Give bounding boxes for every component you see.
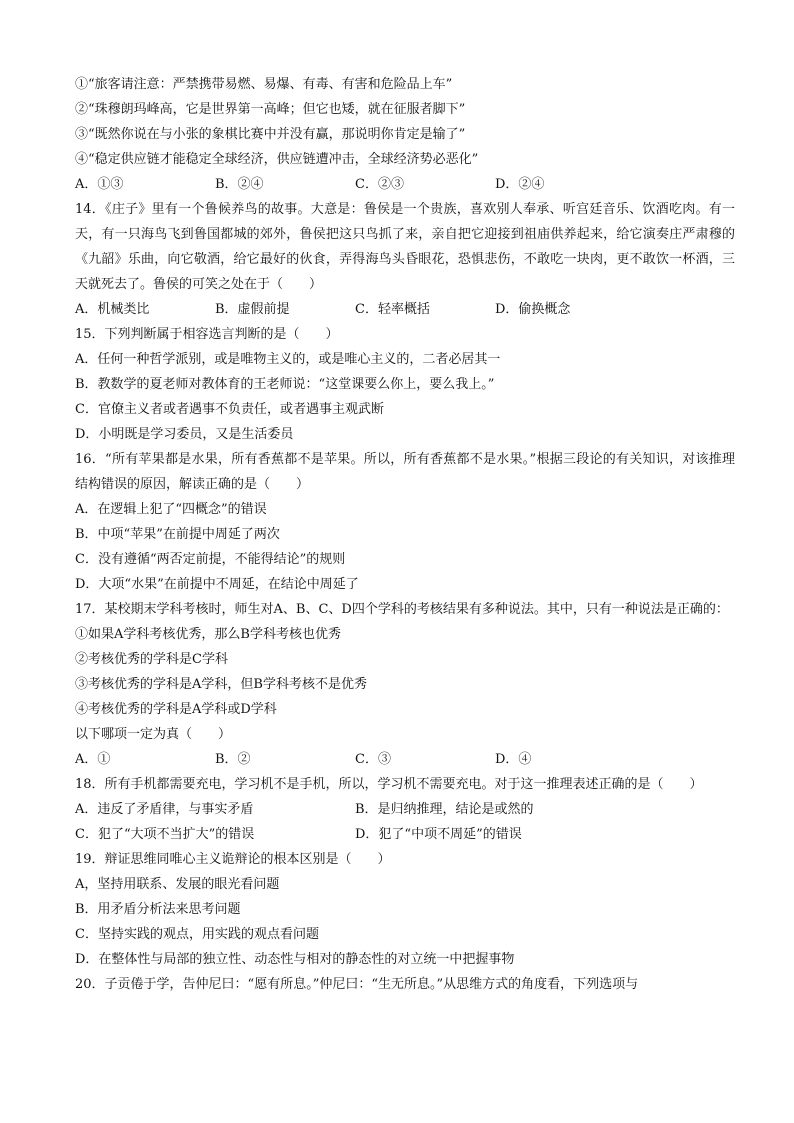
q13-options xyxy=(75,172,735,197)
q15-option-c: C．官僚主义者或者遇事不负责任，或者遇事主观武断 xyxy=(75,402,384,417)
q17-statement-4: ④考核优秀的学科是A学科或D学科 xyxy=(75,702,277,717)
q13-statement-2: ②“珠穆朗玛峰高，它是世界第一高峰；但它也矮，就在征服者脚下” xyxy=(75,102,466,117)
q13-option-a: A．①③ xyxy=(75,177,124,192)
q17-option-c: C．③ xyxy=(355,752,391,767)
q19-option-a: A，坚持用联系、发展的眼光看问题 xyxy=(75,877,280,892)
q17-option-b: B．② xyxy=(215,752,251,767)
q14-option-d: D．偷换概念 xyxy=(495,302,571,317)
q14-option-c: C．轻率概括 xyxy=(355,302,430,317)
q13-statement-4: ④“稳定供应链才能稳定全球经济，供应链遭冲击，全球经济势必恶化” xyxy=(75,152,479,167)
q15-option-d: D．小明既是学习委员，又是生活委员 xyxy=(75,427,294,442)
q16-option-c: C．没有遵循“两否定前提，不能得结论”的规则 xyxy=(75,552,346,567)
q14-option-b: B．虚假前提 xyxy=(215,302,290,317)
q18-options-row-2 xyxy=(75,822,735,847)
q17-option-a: A．① xyxy=(75,752,111,767)
q16-stem: 16．“所有苹果都是水果，所有香蕉都不是苹果。所以，所有香蕉都不是水果。”根据三段论的有关知识，对该推理结构错误的原因，解读正确的是（ ） xyxy=(75,452,735,492)
q15-option-b: B．教数学的夏老师对教体育的王老师说：“这堂课要么你上，要么我上。” xyxy=(75,377,495,392)
q13-option-c: C．②③ xyxy=(355,177,404,192)
q17-stem: 17．某校期末学科考核时，师生对A、B、C、D四个学科的考核结果有多种说法。其中，只有一种说法是正确的： xyxy=(75,602,729,617)
q17-statement-3: ③考核优秀的学科是A学科，但B学科考核不是优秀 xyxy=(75,677,367,692)
q16-option-b: B．中项“苹果”在前提中周延了两次 xyxy=(75,527,280,542)
q18-option-a: A．违反了矛盾律，与事实矛盾 xyxy=(75,802,254,817)
q20-stem: 20．子贡倦于学，告仲尼曰：“愿有所息。”仲尼曰：“生无所息。”从思维方式的角度看，下列选项与 xyxy=(75,977,639,992)
q19-stem: 19．辩证思维同唯心主义诡辩论的根本区别是（ ） xyxy=(75,852,391,867)
q17-statement-1: ①如果A学科考核优秀，那么B学科考核也优秀 xyxy=(75,627,341,642)
q17-option-d: D．④ xyxy=(495,752,532,767)
q18-stem: 18．所有手机都需要充电，学习机不是手机，所以，学习机不需要充电。对于这一推理表述正确的是（ ） xyxy=(75,777,703,792)
q19-option-d: D．在整体性与局部的独立性、动态性与相对的静态性的对立统一中把握事物 xyxy=(75,952,515,967)
q13-option-d: D．②④ xyxy=(495,177,545,192)
q17-options xyxy=(75,747,735,772)
q18-option-b: B．是归纳推理，结论是或然的 xyxy=(355,802,534,817)
q18-options-row-1 xyxy=(75,797,735,822)
q16-option-a: A．在逻辑上犯了“四概念”的错误 xyxy=(75,502,267,517)
q13-statement-1: ①“旅客请注意：严禁携带易燃、易爆、有毒、有害和危险品上车” xyxy=(75,77,453,92)
q14-stem: 14．《庄子》里有一个鲁候养鸟的故事。大意是：鲁侯是一个贵族，喜欢别人奉承、听宫廷音乐、饮酒吃肉。有一天，有一只海鸟飞到鲁国都城的郊外，鲁侯把这只鸟抓了来，亲自把它迎接到祖庙供养起来，给它演奏庄严肃穆的《九韶》乐曲，向它敬酒，给它最好的伙食，弄得海鸟头昏眼花，恐惧悲伤，不敢吃一块肉，更不敢饮一杯酒，三天就死去了。鲁侯的可笑之处在于（ ） xyxy=(75,202,735,292)
q16-option-d: D．大项“水果”在前提中不周延，在结论中周延了 xyxy=(75,577,359,592)
exam-page xyxy=(75,72,735,997)
q13-statement-3: ③“既然你说在与小张的象棋比赛中并没有赢，那说明你肯定是输了” xyxy=(75,127,466,142)
q18-option-c: C．犯了“大项不当扩大”的错误 xyxy=(75,827,255,842)
q17-ask: 以下哪项一定为真（ ） xyxy=(75,727,232,742)
q14-options xyxy=(75,297,735,322)
q17-statement-2: ②考核优秀的学科是C学科 xyxy=(75,652,228,667)
q18-option-d: D．犯了“中项不周延”的错误 xyxy=(355,827,522,842)
q15-option-a: A．任何一种哲学派别，或是唯物主义的，或是唯心主义的，二者必居其一 xyxy=(75,352,501,367)
q14-option-a: A．机械类比 xyxy=(75,302,150,317)
q19-option-c: C．坚持实践的观点，用实践的观点看问题 xyxy=(75,927,319,942)
q19-option-b: B．用矛盾分析法来思考问题 xyxy=(75,902,241,917)
q15-stem: 15．下列判断属于相容选言判断的是（ ） xyxy=(75,327,339,342)
q13-option-b: B．②④ xyxy=(215,177,264,192)
